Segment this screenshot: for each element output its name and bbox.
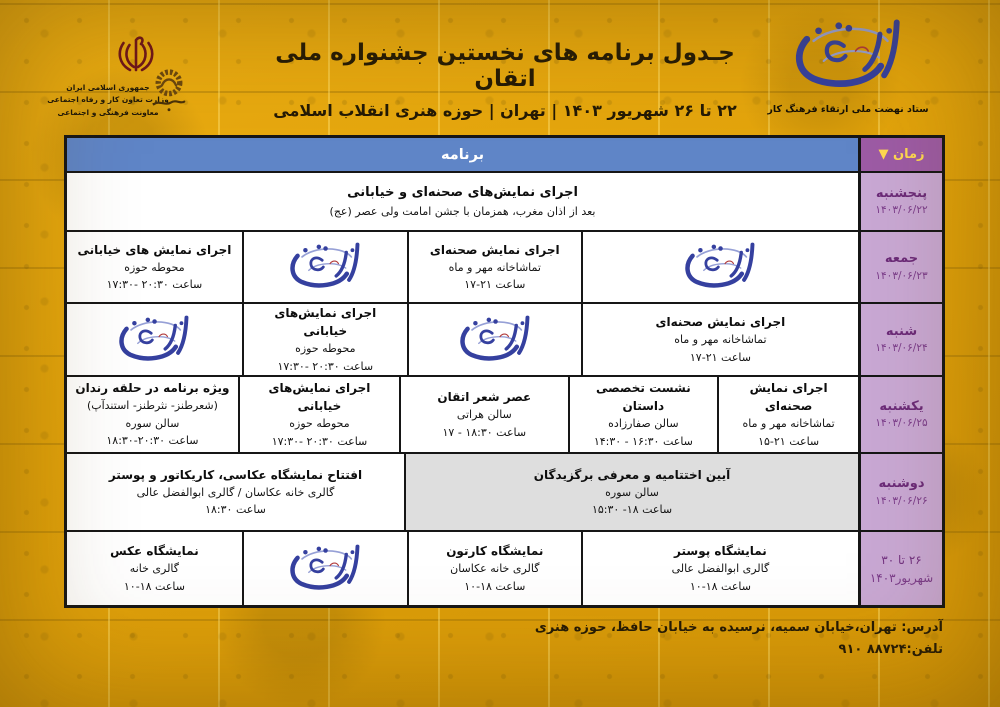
program-cell — [244, 304, 409, 375]
program-cell — [401, 377, 569, 452]
program-cell — [583, 304, 858, 375]
event-detail: سالن صفارزاده — [608, 417, 679, 430]
etqan-logo-cell — [244, 232, 409, 302]
program-cell — [67, 454, 406, 530]
etqan-calligraphy-icon — [273, 541, 377, 597]
event-detail: ساعت ۱۸- ۱۵:۳۰ — [591, 503, 673, 516]
day-name: ۲۶ تا ۳۰ — [881, 552, 922, 567]
event-title: نمایشگاه پوستر — [674, 544, 767, 558]
etqan-calligraphy-icon — [273, 239, 377, 295]
hozeh-honari-logo-icon — [142, 64, 196, 120]
etqan-calligraphy-icon — [668, 239, 772, 295]
etqan-calligraphy-icon — [443, 312, 547, 368]
event-detail: تماشاخانه مهر و ماه — [448, 260, 541, 274]
event-title: اجرای نمایش صحنه‌ای — [749, 381, 828, 413]
poster-subtitle: ۲۲ تا ۲۶ شهریور ۱۴۰۳ | تهران | حوزه هنری انقلاب اسلامی — [273, 101, 737, 120]
program-cell — [583, 532, 858, 605]
program-cell — [570, 377, 720, 452]
event-detail: ساعت ۲۰:۳۰-۱۸:۳۰ — [106, 434, 199, 448]
etqan-brand-block — [748, 14, 948, 115]
program-cell — [719, 377, 858, 452]
footer-contact-block — [535, 620, 943, 657]
program-cell — [67, 377, 240, 452]
day-name: پنجشنبه — [875, 185, 928, 201]
day-name: یکشنبه — [879, 398, 924, 414]
day-name: دوشنبه — [878, 476, 925, 492]
program-cell — [409, 532, 583, 605]
event-detail: تماشاخانه مهر و ماه — [742, 417, 835, 430]
event-detail: سالن سوره — [605, 485, 659, 499]
program-cell — [409, 232, 583, 302]
time-column-cells — [861, 171, 942, 605]
etqan-calligraphy-icon — [769, 14, 927, 98]
event-detail: گالری خانه عکاسان — [450, 562, 540, 575]
poster-title-block — [270, 40, 740, 120]
day-date: ۱۴۰۳/۰۶/۲۴ — [875, 342, 928, 355]
program-cell — [406, 454, 858, 530]
day-name: جمعه — [884, 251, 919, 267]
event-detail: سالن هراتی — [456, 408, 512, 421]
etqan-logo-cell — [244, 532, 409, 605]
event-title: افتتاح نمایشگاه عکاسی، کاریکاتور و پوستر — [108, 467, 363, 482]
day-cell — [861, 302, 942, 375]
event-detail: ساعت ۲۱-۱۵ — [758, 434, 820, 448]
day-date: ۱۴۰۳/۰۶/۲۶ — [875, 494, 928, 507]
event-detail: گالری خانه — [129, 562, 180, 575]
event-title: اجرای نمایش صحنه‌ای — [655, 315, 786, 329]
event-title: اجرای نمایش های خیابانی — [77, 242, 232, 257]
gov-line-1: جمهوری اسلامی ایران — [66, 83, 150, 92]
event-detail: گالری خانه عکاسان / گالری ابوالفضل عالی — [136, 485, 335, 499]
event-title: اجرای نمایش‌های خیابانی — [268, 381, 371, 413]
event-title: اجرای نمایش صحنه‌ای — [429, 242, 560, 257]
etqan-header-logo-icon — [769, 83, 927, 102]
event-detail: سالن سوره — [125, 416, 180, 430]
day-cell — [861, 230, 942, 302]
event-detail: تماشاخانه مهر و ماه — [674, 333, 767, 346]
etqan-logo-cell — [583, 232, 858, 302]
event-detail: ساعت ۲۱-۱۷ — [689, 350, 751, 364]
poster-title: جـدول برنامه های نخستین جشنواره ملی اتقان — [275, 40, 735, 92]
day-cell — [861, 375, 942, 452]
event-title: نمایشگاه عکس — [110, 544, 199, 558]
time-column-header: زمان ▼ — [861, 138, 942, 171]
event-detail: ساعت ۱۸:۳۰ - ۱۷ — [442, 425, 527, 439]
event-title: اجرای نمایش‌های صحنه‌ای و خیابانی — [347, 185, 578, 200]
day-cell — [861, 530, 942, 605]
event-detail: ساعت ۲۰:۳۰ -۱۷:۳۰ — [277, 359, 374, 373]
gov-line-2: وزارت تعاون کار و رفاه اجتماعی — [47, 95, 169, 105]
event-detail: گالری ابوالفضل عالی — [671, 562, 770, 575]
etqan-logo-cell — [409, 304, 583, 375]
program-cell — [67, 532, 244, 605]
schedule-table — [64, 135, 945, 608]
schedule-row — [67, 375, 858, 452]
day-date: ۱۴۰۳/۰۶/۲۵ — [875, 417, 928, 430]
schedule-row — [67, 302, 858, 375]
event-detail: ساعت ۲۰:۳۰ -۱۷:۳۰ — [106, 278, 203, 291]
schedule-row — [67, 452, 858, 530]
event-title: آیین اختتامیه و معرفی برگزیدگان — [533, 467, 731, 482]
footer-address: آدرس: تهران،خیابان سمیه، نرسیده به خیابان حافظ، حوزه هنری — [534, 620, 943, 635]
day-date: ۱۴۰۳/۰۶/۲۲ — [875, 204, 928, 217]
event-detail: (شعرطنز- نثرطنز- استندآپ) — [86, 399, 218, 413]
event-detail: محوطه حوزه — [124, 260, 185, 274]
program-cell — [67, 173, 858, 230]
etqan-logo-cell — [67, 304, 244, 375]
event-detail: ساعت ۲۱-۱۷ — [464, 278, 526, 291]
time-column — [858, 138, 942, 605]
program-cell — [240, 377, 401, 452]
program-column-header: برنامه — [67, 138, 858, 171]
event-title: نمایشگاه کارتون — [446, 544, 544, 558]
day-date: شهریور۱۴۰۳ — [869, 570, 934, 585]
event-detail: ساعت ۱۸-۱۰ — [464, 579, 526, 593]
day-date: ۱۴۰۳/۰۶/۲۳ — [875, 269, 928, 282]
event-title: اجرای نمایش‌های خیابانی — [274, 306, 377, 338]
program-rows — [67, 171, 858, 605]
event-title: عصر شعر اتقان — [437, 390, 532, 404]
gov-line-3: معاونت فرهنگی و اجتماعی — [57, 107, 159, 117]
schedule-row — [67, 230, 858, 302]
event-detail: ساعت ۲۰:۳۰ -۱۷:۳۰ — [271, 434, 368, 448]
program-cell — [67, 232, 244, 302]
event-title: ویژه برنامه در حلقه رندان — [75, 381, 230, 396]
day-name: شنبه — [885, 323, 918, 339]
event-detail: محوطه حوزه — [295, 342, 356, 355]
etqan-caption: ستاد نهضت ملی ارتقاء فرهنگ کار — [767, 104, 929, 115]
day-cell — [861, 171, 942, 230]
schedule-row — [67, 530, 858, 605]
etqan-calligraphy-icon — [102, 312, 206, 368]
footer-phone: تلفن:۸۸۷۲۴ ۹۱۰ — [838, 642, 943, 657]
event-detail: ساعت ۱۸:۳۰ — [205, 503, 266, 516]
event-detail: بعد از اذان مغرب، همزمان با جشن امامت ولی عصر (عج) — [329, 204, 596, 218]
event-detail: ساعت ۱۶:۳۰ - ۱۴:۳۰ — [593, 434, 693, 448]
event-detail: محوطه حوزه — [289, 417, 350, 430]
schedule-row — [67, 171, 858, 230]
program-column — [67, 138, 858, 605]
day-cell — [861, 452, 942, 530]
event-detail: ساعت ۱۸-۱۰ — [689, 579, 751, 593]
event-title: نشست تخصصی داستان — [595, 381, 691, 413]
event-detail: ساعت ۱۸-۱۰ — [123, 579, 185, 593]
